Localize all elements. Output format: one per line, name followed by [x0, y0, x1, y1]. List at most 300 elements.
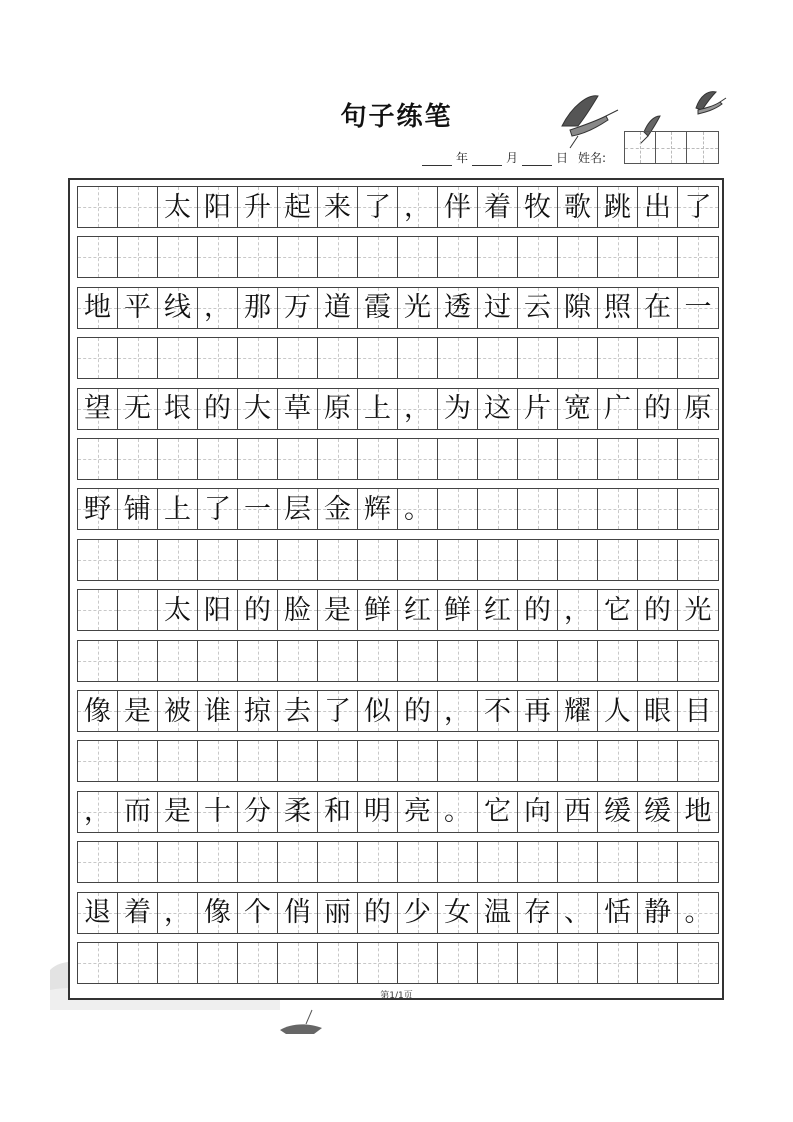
grid-cell[interactable]	[118, 237, 158, 277]
grid-cell[interactable]	[638, 943, 678, 983]
grid-cell[interactable]	[478, 338, 518, 378]
grid-cell[interactable]	[398, 288, 438, 328]
cell-character: ，	[404, 191, 431, 223]
grid-cell[interactable]	[198, 943, 238, 983]
grid-cell[interactable]	[158, 842, 198, 882]
grid-cell[interactable]	[318, 792, 358, 832]
grid-cell[interactable]	[598, 943, 638, 983]
grid-cell[interactable]	[478, 943, 518, 983]
grid-cell[interactable]	[278, 691, 318, 731]
grid-cell[interactable]	[158, 590, 198, 630]
grid-cell[interactable]	[518, 237, 558, 277]
grid-cell[interactable]	[438, 641, 478, 681]
grid-cell[interactable]	[78, 439, 118, 479]
grid-cell[interactable]	[238, 237, 278, 277]
grid-cell[interactable]	[358, 741, 398, 781]
grid-cell[interactable]	[78, 842, 118, 882]
grid-cell[interactable]	[198, 489, 238, 529]
grid-cell[interactable]	[598, 893, 638, 933]
grid-cell[interactable]	[438, 893, 478, 933]
grid-cell[interactable]	[78, 288, 118, 328]
grid-cell[interactable]	[478, 741, 518, 781]
grid-cell[interactable]	[238, 641, 278, 681]
grid-cell[interactable]	[78, 389, 118, 429]
grid-cell[interactable]	[678, 187, 718, 227]
grid-cell[interactable]	[438, 741, 478, 781]
grid-cell[interactable]	[318, 641, 358, 681]
grid-cell[interactable]	[478, 237, 518, 277]
grid-cell[interactable]	[358, 641, 398, 681]
grid-cell[interactable]	[158, 489, 198, 529]
grid-cell[interactable]	[638, 641, 678, 681]
grid-cell[interactable]	[318, 389, 358, 429]
grid-cell[interactable]	[358, 590, 398, 630]
grid-cell[interactable]	[598, 691, 638, 731]
grid-cell[interactable]	[638, 489, 678, 529]
grid-cell[interactable]	[558, 338, 598, 378]
grid-cell[interactable]	[478, 792, 518, 832]
grid-cell[interactable]	[78, 893, 118, 933]
grid-cell[interactable]	[398, 237, 438, 277]
grid-cell[interactable]	[118, 792, 158, 832]
grid-cell[interactable]	[438, 389, 478, 429]
grid-cell[interactable]	[438, 590, 478, 630]
grid-cell[interactable]	[678, 389, 718, 429]
grid-cell[interactable]	[598, 792, 638, 832]
grid-cell[interactable]	[638, 389, 678, 429]
grid-cell[interactable]	[438, 338, 478, 378]
grid-cell[interactable]	[638, 893, 678, 933]
grid-cell[interactable]	[238, 389, 278, 429]
grid-cell[interactable]	[78, 641, 118, 681]
grid-cell[interactable]	[78, 741, 118, 781]
cell-character: 的	[244, 594, 271, 626]
grid-cell[interactable]	[158, 288, 198, 328]
grid-cell[interactable]	[278, 489, 318, 529]
grid-cell[interactable]	[678, 288, 718, 328]
grid-cell[interactable]	[598, 187, 638, 227]
grid-cell[interactable]	[238, 741, 278, 781]
cell-character: 升	[244, 191, 271, 223]
grid-cell[interactable]	[558, 489, 598, 529]
grid-cell[interactable]	[358, 792, 398, 832]
grid-cell[interactable]	[598, 741, 638, 781]
grid-cell[interactable]	[558, 943, 598, 983]
grid-cell[interactable]	[638, 842, 678, 882]
grid-cell[interactable]	[158, 187, 198, 227]
cell-character: 的	[364, 897, 391, 929]
cell-character: 牧	[524, 191, 551, 223]
cell-character: 草	[284, 393, 311, 425]
grid-cell[interactable]	[358, 389, 398, 429]
grid-cell[interactable]	[598, 489, 638, 529]
grid-cell[interactable]	[678, 540, 718, 580]
grid-cell[interactable]	[398, 741, 438, 781]
grid-cell[interactable]	[398, 943, 438, 983]
grid-cell[interactable]	[238, 943, 278, 983]
grid-cell[interactable]	[158, 792, 198, 832]
grid-cell[interactable]	[118, 288, 158, 328]
grid-cell[interactable]	[358, 237, 398, 277]
grid-cell[interactable]	[198, 641, 238, 681]
grid-cell[interactable]	[678, 691, 718, 731]
grid-cell[interactable]	[398, 489, 438, 529]
grid-cell[interactable]	[118, 590, 158, 630]
grid-cell[interactable]	[518, 489, 558, 529]
cell-character: 它	[604, 594, 631, 626]
grid-cell[interactable]	[118, 943, 158, 983]
cell-character: 俏	[284, 897, 311, 929]
grid-cell[interactable]	[238, 288, 278, 328]
name-cell[interactable]	[625, 132, 656, 163]
name-grid[interactable]	[624, 131, 719, 164]
grid-cell[interactable]	[78, 237, 118, 277]
grid-cell[interactable]	[318, 943, 358, 983]
grid-cell[interactable]	[198, 389, 238, 429]
grid-cell[interactable]	[518, 590, 558, 630]
grid-cell[interactable]	[158, 691, 198, 731]
grid-cell[interactable]	[638, 338, 678, 378]
grid-cell[interactable]	[518, 741, 558, 781]
grid-cell[interactable]	[238, 691, 278, 731]
cell-character: 来	[324, 191, 351, 223]
grid-cell[interactable]	[358, 842, 398, 882]
grid-cell[interactable]	[358, 439, 398, 479]
grid-cell[interactable]	[598, 439, 638, 479]
grid-cell[interactable]	[78, 489, 118, 529]
grid-cell[interactable]	[558, 389, 598, 429]
grid-cell[interactable]	[198, 792, 238, 832]
grid-cell[interactable]	[638, 741, 678, 781]
cell-character: 的	[204, 393, 231, 425]
grid-cell[interactable]	[558, 590, 598, 630]
grid-cell[interactable]	[438, 792, 478, 832]
grid-cell[interactable]	[518, 641, 558, 681]
grid-cell[interactable]	[398, 187, 438, 227]
grid-cell[interactable]	[318, 288, 358, 328]
grid-cell[interactable]	[638, 540, 678, 580]
cell-character: ，	[84, 796, 111, 828]
grid-cell[interactable]	[398, 641, 438, 681]
grid-cell[interactable]	[598, 590, 638, 630]
page-title: 句子练笔	[340, 102, 453, 132]
grid-cell[interactable]	[478, 641, 518, 681]
grid-cell[interactable]	[438, 489, 478, 529]
grid-row	[77, 488, 719, 530]
cell-character: 太	[164, 594, 191, 626]
grid-cell[interactable]	[78, 792, 118, 832]
cell-character: 。	[444, 796, 471, 828]
grid-cell[interactable]	[318, 338, 358, 378]
grid-cell[interactable]	[158, 237, 198, 277]
grid-cell[interactable]	[358, 338, 398, 378]
grid-cell[interactable]	[598, 389, 638, 429]
grid-cell[interactable]	[398, 893, 438, 933]
grid-cell[interactable]	[558, 288, 598, 328]
grid-cell[interactable]	[198, 439, 238, 479]
grid-cell[interactable]	[518, 842, 558, 882]
grid-cell[interactable]	[598, 540, 638, 580]
grid-cell[interactable]	[438, 237, 478, 277]
grid-cell[interactable]	[638, 237, 678, 277]
grid-cell[interactable]	[678, 943, 718, 983]
grid-cell[interactable]	[318, 187, 358, 227]
grid-cell[interactable]	[158, 439, 198, 479]
grid-cell[interactable]	[518, 439, 558, 479]
grid-cell[interactable]	[478, 540, 518, 580]
grid-cell[interactable]	[678, 439, 718, 479]
grid-cell[interactable]	[78, 943, 118, 983]
grid-cell[interactable]	[438, 943, 478, 983]
grid-cell[interactable]	[278, 943, 318, 983]
grid-cell[interactable]	[318, 842, 358, 882]
grid-cell[interactable]	[158, 943, 198, 983]
grid-cell[interactable]	[238, 792, 278, 832]
cell-character: 向	[524, 796, 551, 828]
grid-cell[interactable]	[678, 237, 718, 277]
grid-cell[interactable]	[638, 439, 678, 479]
grid-cell[interactable]	[318, 741, 358, 781]
grid-cell[interactable]	[118, 489, 158, 529]
grid-cell[interactable]	[598, 338, 638, 378]
grid-cell[interactable]	[518, 792, 558, 832]
cell-character: 静	[644, 897, 671, 929]
cell-character: 宽	[564, 393, 591, 425]
grid-cell[interactable]	[678, 792, 718, 832]
grid-cell[interactable]	[398, 389, 438, 429]
grid-cell[interactable]	[278, 842, 318, 882]
cell-character: 了	[364, 191, 391, 223]
cell-character: 为	[444, 393, 471, 425]
grid-cell[interactable]	[158, 741, 198, 781]
grid-cell[interactable]	[198, 590, 238, 630]
grid-cell[interactable]	[78, 691, 118, 731]
grid-cell[interactable]	[198, 338, 238, 378]
grid-cell[interactable]	[478, 842, 518, 882]
cell-character: ，	[164, 897, 191, 929]
grid-cell[interactable]	[638, 288, 678, 328]
grid-cell[interactable]	[198, 842, 238, 882]
cell-character: 温	[484, 897, 511, 929]
grid-cell[interactable]	[318, 439, 358, 479]
grid-cell[interactable]	[518, 288, 558, 328]
grid-cell[interactable]	[518, 893, 558, 933]
grid-cell[interactable]	[398, 338, 438, 378]
grid-cell[interactable]	[238, 842, 278, 882]
cell-character: 是	[324, 594, 351, 626]
grid-cell[interactable]	[598, 842, 638, 882]
grid-cell[interactable]	[558, 439, 598, 479]
grid-cell[interactable]	[358, 691, 398, 731]
grid-cell[interactable]	[118, 338, 158, 378]
cell-character: 和	[324, 796, 351, 828]
grid-cell[interactable]	[398, 792, 438, 832]
grid-cell[interactable]	[358, 288, 398, 328]
grid-cell[interactable]	[398, 540, 438, 580]
grid-cell[interactable]	[478, 439, 518, 479]
grid-cell[interactable]	[558, 237, 598, 277]
grid-cell[interactable]	[638, 590, 678, 630]
cell-character: 霞	[364, 292, 391, 324]
name-cell[interactable]	[687, 132, 718, 163]
grid-cell[interactable]	[238, 540, 278, 580]
grid-cell[interactable]	[198, 741, 238, 781]
cell-character: 透	[444, 292, 471, 324]
grid-cell[interactable]	[678, 893, 718, 933]
grid-cell[interactable]	[678, 489, 718, 529]
grid-cell[interactable]	[558, 187, 598, 227]
grid-cell[interactable]	[278, 288, 318, 328]
writing-sheet	[68, 178, 724, 1000]
grid-cell[interactable]	[318, 237, 358, 277]
name-label: 姓名:	[578, 151, 607, 165]
grid-cell[interactable]	[598, 288, 638, 328]
grid-cell[interactable]	[198, 187, 238, 227]
year-blank[interactable]	[422, 151, 452, 166]
grid-cell[interactable]	[438, 540, 478, 580]
grid-cell[interactable]	[118, 439, 158, 479]
grid-cell[interactable]	[238, 489, 278, 529]
grid-cell[interactable]	[478, 288, 518, 328]
grid-cell[interactable]	[478, 691, 518, 731]
grid-cell[interactable]	[518, 389, 558, 429]
grid-cell[interactable]	[398, 691, 438, 731]
grid-cell[interactable]	[198, 237, 238, 277]
grid-cell[interactable]	[558, 893, 598, 933]
grid-cell[interactable]	[558, 842, 598, 882]
grid-cell[interactable]	[518, 943, 558, 983]
grid-cell[interactable]	[158, 389, 198, 429]
grid-cell[interactable]	[278, 792, 318, 832]
grid-cell[interactable]	[518, 187, 558, 227]
grid-cell[interactable]	[78, 338, 118, 378]
grid-cell[interactable]	[198, 540, 238, 580]
grid-cell[interactable]	[158, 893, 198, 933]
grid-cell[interactable]	[118, 187, 158, 227]
grid-cell[interactable]	[638, 691, 678, 731]
cell-character: 光	[404, 292, 431, 324]
grid-cell[interactable]	[118, 389, 158, 429]
grid-cell[interactable]	[438, 439, 478, 479]
grid-cell[interactable]	[158, 641, 198, 681]
grid-cell[interactable]	[198, 288, 238, 328]
grid-cell[interactable]	[398, 590, 438, 630]
grid-cell[interactable]	[678, 641, 718, 681]
grid-cell[interactable]	[678, 338, 718, 378]
grid-cell[interactable]	[118, 691, 158, 731]
grid-cell[interactable]	[438, 187, 478, 227]
grid-cell[interactable]	[638, 187, 678, 227]
grid-cell[interactable]	[238, 893, 278, 933]
grid-cell[interactable]	[318, 489, 358, 529]
grid-cell[interactable]	[238, 338, 278, 378]
grid-cell[interactable]	[318, 691, 358, 731]
grid-cell[interactable]	[78, 187, 118, 227]
grid-cell[interactable]	[198, 691, 238, 731]
name-cell[interactable]	[656, 132, 687, 163]
grid-cell[interactable]	[278, 187, 318, 227]
grid-cell[interactable]	[518, 691, 558, 731]
grid-cell[interactable]	[198, 893, 238, 933]
grid-cell[interactable]	[558, 691, 598, 731]
grid-cell[interactable]	[518, 338, 558, 378]
grid-cell[interactable]	[678, 590, 718, 630]
grid-cell[interactable]	[358, 893, 398, 933]
grid-cell[interactable]	[278, 237, 318, 277]
grid-cell[interactable]	[278, 540, 318, 580]
grid-cell[interactable]	[478, 590, 518, 630]
grid-cell[interactable]	[118, 842, 158, 882]
grid-cell[interactable]	[238, 590, 278, 630]
grid-cell[interactable]	[158, 540, 198, 580]
grid-cell[interactable]	[678, 741, 718, 781]
grid-cell[interactable]	[398, 842, 438, 882]
grid-cell[interactable]	[278, 741, 318, 781]
cell-character: 红	[484, 594, 511, 626]
cell-character: 阳	[204, 594, 231, 626]
grid-cell[interactable]	[118, 540, 158, 580]
day-blank[interactable]	[522, 151, 552, 166]
grid-cell[interactable]	[278, 439, 318, 479]
cell-character: 过	[484, 292, 511, 324]
grid-cell[interactable]	[598, 237, 638, 277]
grid-cell[interactable]	[478, 187, 518, 227]
grid-cell[interactable]	[118, 741, 158, 781]
grid-cell[interactable]	[558, 641, 598, 681]
grid-cell[interactable]	[238, 439, 278, 479]
grid-cell[interactable]	[558, 792, 598, 832]
grid-cell[interactable]	[438, 288, 478, 328]
grid-cell[interactable]	[158, 338, 198, 378]
grid-cell[interactable]	[438, 691, 478, 731]
grid-cell[interactable]	[518, 540, 558, 580]
month-blank[interactable]	[472, 151, 502, 166]
grid-cell[interactable]	[118, 641, 158, 681]
grid-cell[interactable]	[478, 389, 518, 429]
grid-cell[interactable]	[558, 540, 598, 580]
grid-cell[interactable]	[398, 439, 438, 479]
grid-cell[interactable]	[278, 338, 318, 378]
grid-cell[interactable]	[318, 893, 358, 933]
grid-cell[interactable]	[358, 187, 398, 227]
cell-character: 西	[564, 796, 591, 828]
grid-cell[interactable]	[318, 590, 358, 630]
grid-cell[interactable]	[278, 893, 318, 933]
grid-cell[interactable]	[558, 741, 598, 781]
grid-cell[interactable]	[358, 943, 398, 983]
grid-row	[77, 640, 719, 682]
cell-character: 望	[84, 393, 111, 425]
grid-cell[interactable]	[358, 489, 398, 529]
grid-cell[interactable]	[318, 540, 358, 580]
grid-cell[interactable]	[358, 540, 398, 580]
grid-cell[interactable]	[118, 893, 158, 933]
grid-cell[interactable]	[278, 641, 318, 681]
grid-cell[interactable]	[638, 792, 678, 832]
cell-character: 了	[204, 493, 231, 525]
grid-cell[interactable]	[598, 641, 638, 681]
grid-cell[interactable]	[438, 842, 478, 882]
grid-cell[interactable]	[278, 389, 318, 429]
grid-cell[interactable]	[478, 893, 518, 933]
grid-cell[interactable]	[478, 489, 518, 529]
grid-cell[interactable]	[238, 187, 278, 227]
grid-cell[interactable]	[78, 590, 118, 630]
grid-cell[interactable]	[278, 590, 318, 630]
grid-cell[interactable]	[78, 540, 118, 580]
cell-character: 道	[324, 292, 351, 324]
grid-cell[interactable]	[678, 842, 718, 882]
